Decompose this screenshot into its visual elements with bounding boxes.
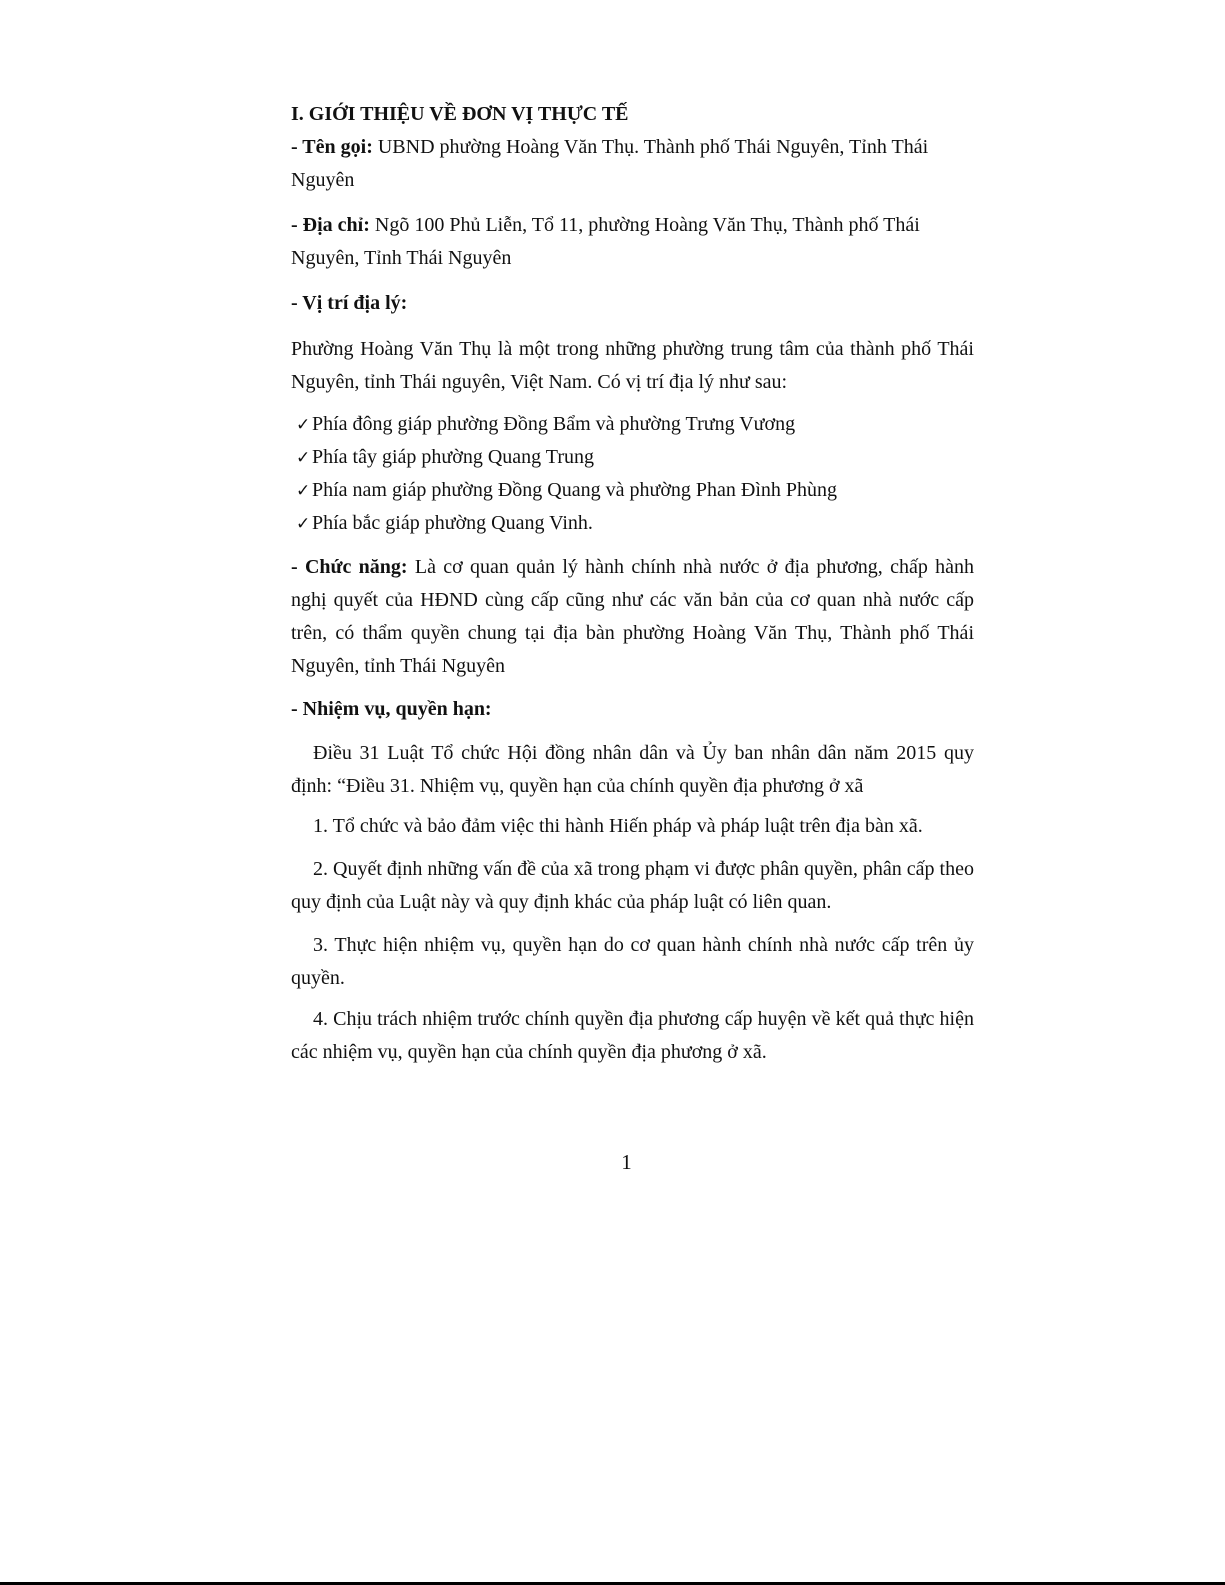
name-label: - Tên gọi: [291, 136, 373, 158]
function-value: Là cơ quan quản lý hành chính nhà nước ở địa phương, chấp hành nghị quyết của HĐND cùng cấp cũng như các văn bản của cơ quan nhà nước cấp trên, có thẩm quyền chung tại địa bàn phường Hoàng Văn Thụ, Thành phố Thái Nguyên, tỉnh Thái Nguyên [291, 556, 974, 677]
checkmark-icon: ✓ [296, 514, 311, 534]
address-label: - Địa chỉ: [291, 214, 370, 236]
page-number: 1 [621, 1150, 632, 1174]
checkmark-icon: ✓ [296, 415, 311, 435]
duties-intro: Điều 31 Luật Tổ chức Hội đồng nhân dân và Ủy ban nhân dân năm 2015 quy định: “Điều 31. Nhiệm vụ, quyền hạn của chính quyền địa phương ở xã [291, 742, 974, 797]
duty-item: 2. Quyết định những vấn đề của xã trong phạm vi được phân quyền, phân cấp theo quy định của Luật này và quy định khác của pháp luật có liên quan. [291, 858, 974, 913]
location-bullet: ✓Phía nam giáp phường Đồng Quang và phường Phan Đình Phùng [296, 474, 837, 508]
duty-item: 3. Thực hiện nhiệm vụ, quyền hạn do cơ quan hành chính nhà nước cấp trên ủy quyền. [291, 934, 974, 989]
name-paragraph [291, 131, 931, 197]
location-bullet: ✓Phía bắc giáp phường Quang Vinh. [296, 507, 593, 541]
location-label: - Vị trí địa lý: [291, 292, 408, 314]
function-label: - Chức năng: [291, 556, 408, 578]
address-paragraph [291, 209, 931, 275]
location-bullet: ✓Phía đông giáp phường Đồng Bẩm và phường Trưng Vương [296, 408, 795, 442]
checkmark-icon: ✓ [296, 481, 311, 501]
name-value: UBND phường Hoàng Văn Thụ. Thành phố Thái Nguyên, Tỉnh Thái Nguyên [291, 136, 929, 191]
checkmark-icon: ✓ [296, 448, 311, 468]
duty-item: 1. Tổ chức và bảo đảm việc thi hành Hiến pháp và pháp luật trên địa bàn xã. [313, 815, 923, 837]
location-bullet: ✓Phía tây giáp phường Quang Trung [296, 441, 594, 475]
function-paragraph [291, 551, 974, 683]
section-heading: I. GIỚI THIỆU VỀ ĐƠN VỊ THỰC TẾ [291, 103, 629, 125]
duty-item: 4. Chịu trách nhiệm trước chính quyền địa phương cấp huyện về kết quả thực hiện các nhiệm vụ, quyền hạn của chính quyền địa phương ở xã. [291, 1008, 974, 1063]
location-intro: Phường Hoàng Văn Thụ là một trong những phường trung tâm của thành phố Thái Nguyên, tỉnh Thái nguyên, Việt Nam. Có vị trí địa lý như sau: [291, 338, 974, 393]
address-value: Ngõ 100 Phủ Liễn, Tổ 11, phường Hoàng Văn Thụ, Thành phố Thái Nguyên, Tỉnh Thái Nguyên [291, 214, 920, 269]
duties-label: - Nhiệm vụ, quyền hạn: [291, 698, 492, 720]
